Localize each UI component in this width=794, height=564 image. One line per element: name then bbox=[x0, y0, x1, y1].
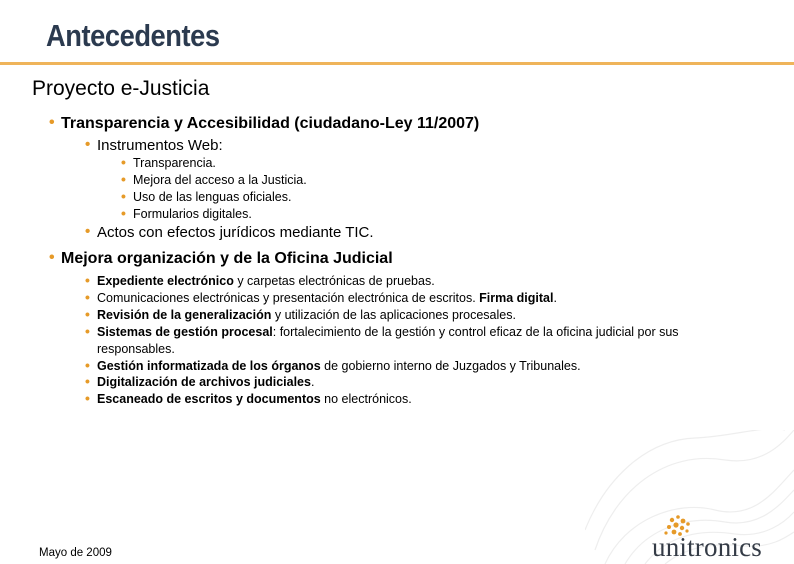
slide-subtitle: Proyecto e-Justicia bbox=[32, 77, 210, 100]
bullet-icon: • bbox=[49, 249, 55, 266]
list-item: • Escaneado de escritos y documentos no electrónicos. bbox=[85, 390, 412, 406]
title-underline bbox=[0, 62, 794, 65]
list-item: • Revisión de la generalización y utilización de las aplicaciones procesales. bbox=[85, 306, 516, 322]
bullet-icon: • bbox=[85, 323, 90, 339]
bullet-icon: • bbox=[85, 289, 90, 305]
list-item: • Gestión informatizada de los órganos de gobierno interno de Juzgados y Tribunales. bbox=[85, 357, 581, 373]
bullet-icon: • bbox=[121, 171, 126, 187]
list-item: • Uso de las lenguas oficiales. bbox=[121, 188, 292, 204]
bullet-icon: • bbox=[85, 357, 90, 373]
list-item: • Formularios digitales. bbox=[121, 205, 252, 221]
list-item: • Transparencia. bbox=[121, 154, 216, 170]
section-2-heading: • Mejora organización y de la Oficina Judicial bbox=[49, 249, 393, 267]
list-item: • Mejora del acceso a la Justicia. bbox=[121, 171, 307, 187]
bullet-icon: • bbox=[85, 306, 90, 322]
list-item: • Digitalización de archivos judiciales. bbox=[85, 373, 315, 389]
bullet-icon: • bbox=[85, 390, 90, 406]
section-1-sub-1: • Instrumentos Web: bbox=[85, 136, 223, 154]
bullet-icon: • bbox=[49, 114, 55, 131]
bullet-icon: • bbox=[121, 154, 126, 170]
list-item-continuation: responsables. bbox=[97, 342, 175, 356]
bullet-icon: • bbox=[121, 205, 126, 221]
list-item: • Sistemas de gestión procesal: fortalecimiento de la gestión y control eficaz de la oficina judicial por sus bbox=[85, 323, 679, 339]
bullet-icon: • bbox=[85, 272, 90, 288]
list-item: • Comunicaciones electrónicas y presentación electrónica de escritos. Firma digital. bbox=[85, 289, 557, 305]
bullet-icon: • bbox=[85, 373, 90, 389]
section-1-heading: • Transparencia y Accesibilidad (ciudadano-Ley 11/2007) bbox=[49, 114, 480, 132]
footer-date: Mayo de 2009 bbox=[39, 547, 112, 559]
section-1-sub-2: • Actos con efectos jurídicos mediante TIC. bbox=[85, 223, 374, 241]
slide-title: Antecedentes bbox=[46, 18, 220, 53]
bullet-icon: • bbox=[85, 223, 91, 240]
logo-wordmark: unitronics bbox=[652, 532, 762, 562]
list-item: • Expediente electrónico y carpetas electrónicas de pruebas. bbox=[85, 272, 435, 288]
bullet-icon: • bbox=[121, 188, 126, 204]
bullet-icon: • bbox=[85, 136, 91, 153]
